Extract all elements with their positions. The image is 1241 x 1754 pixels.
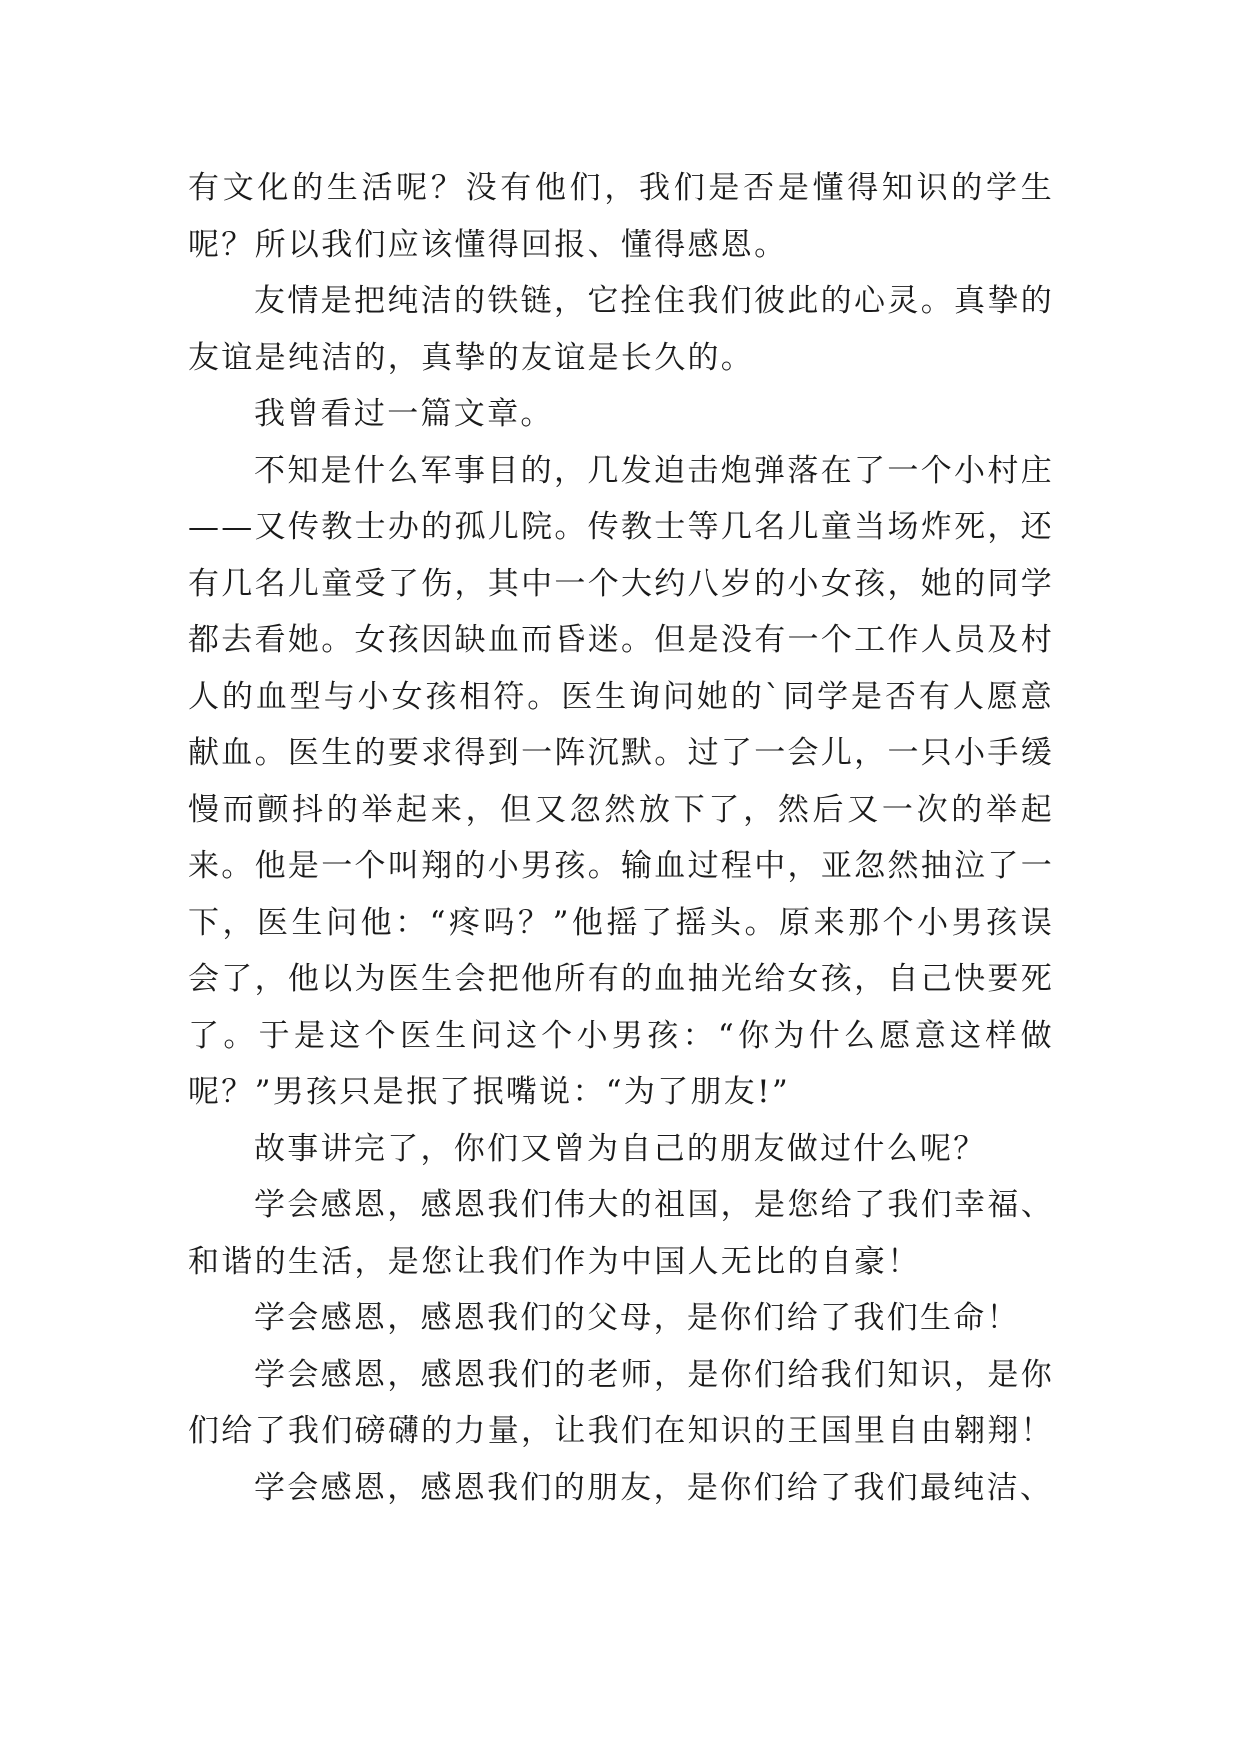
paragraph-6: 学会感恩，感恩我们伟大的祖国，是您给了我们幸福、和谐的生活，是您让我们作为中国人无比的自豪！: [188, 1187, 1054, 1280]
paragraph-2: 友情是把纯洁的铁链，它拴住我们彼此的心灵。真挚的友谊是纯洁的，真挚的友谊是长久的。: [188, 283, 1054, 376]
paragraph-5: 故事讲完了，你们又曾为自己的朋友做过什么呢？: [254, 1130, 987, 1167]
paragraph-4: 不知是什么军事目的，几发迫击炮弹落在了一个小村庄——又传教士办的孤儿院。传教士等几名儿童当场炸死，还有几名儿童受了伤，其中一个大约八岁的小女孩，她的同学都去看她。女孩因缺血而昏迷。但是没有一个工作人员及村人的血型与小女孩相符。医生询问她的`同学是否有人愿意献血。医生的要求得到一阵沉默。过了一会儿，一只小手缓慢而颤抖的举起来，但又忽然放下了，然后又一次的举起来。他是一个叫翔的小男孩。输血过程中，亚忽然抽泣了一下，医生问他：“疼吗？”他摇了摇头。原来那个小男孩误会了，他以为医生会把他所有的血抽光给女孩，自己快要死了。于是这个医生问这个小男孩：“你为什么愿意这样做呢？”男孩只是抿了抿嘴说：“为了朋友!”: [188, 452, 1054, 1110]
paragraph-8: 学会感恩，感恩我们的老师，是你们给我们知识，是你们给了我们磅礴的力量，让我们在知识的王国里自由翱翔！: [188, 1356, 1054, 1449]
paragraph-3: 我曾看过一篇文章。: [254, 396, 554, 432]
paragraph-7: 学会感恩，感恩我们的父母，是你们给了我们生命！: [254, 1300, 1020, 1336]
paragraph-1: 有文化的生活呢？没有他们，我们是否是懂得知识的学生呢？所以我们应该懂得回报、懂得感恩。: [188, 170, 1054, 263]
document-body: [188, 160, 1054, 1516]
paragraph-9: 学会感恩，感恩我们的朋友，是你们给了我们最纯洁、: [254, 1469, 1054, 1506]
